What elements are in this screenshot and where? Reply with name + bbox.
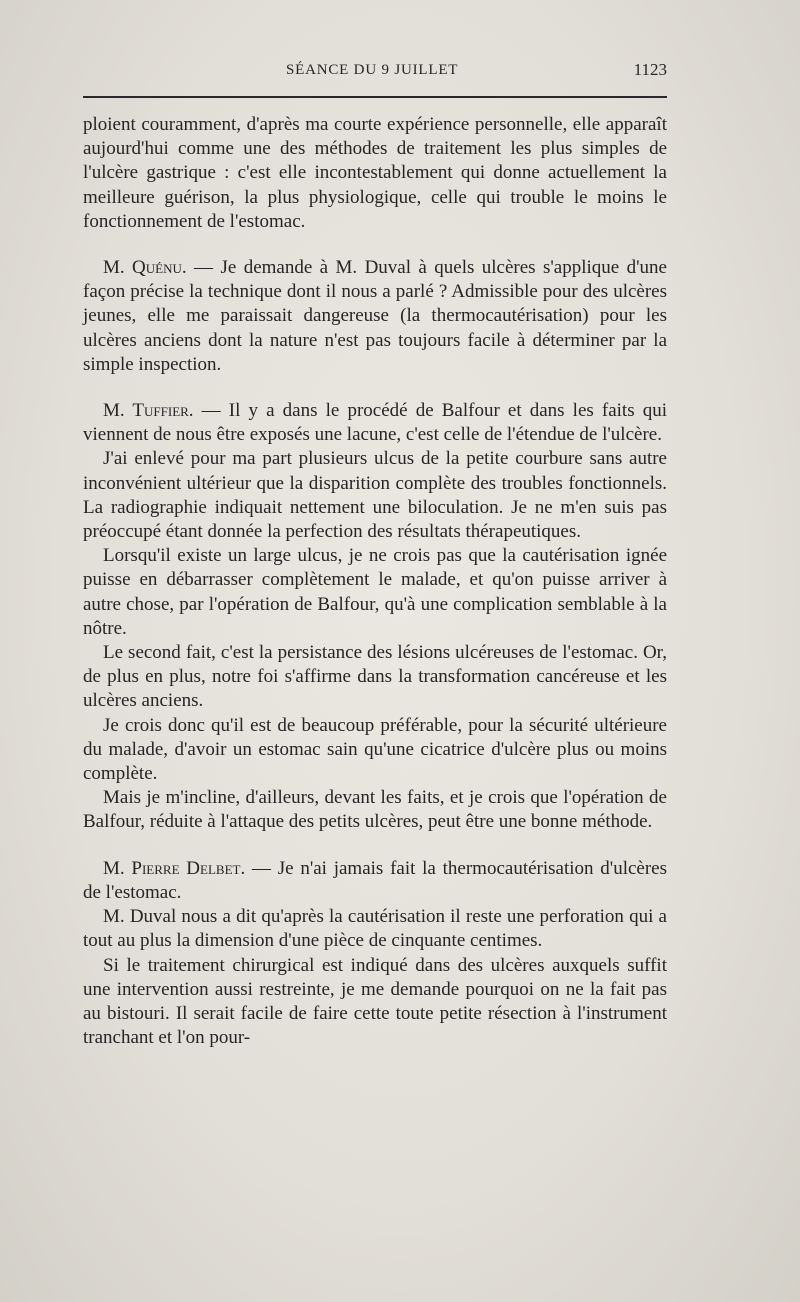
page-header bbox=[83, 58, 667, 84]
paragraph bbox=[83, 641, 667, 714]
paragraph bbox=[83, 447, 667, 544]
speaker-name: M. Pierre Delbet. bbox=[103, 857, 246, 879]
paragraph bbox=[83, 399, 667, 447]
paragraph bbox=[83, 544, 667, 641]
body-text bbox=[83, 113, 667, 1050]
paragraph bbox=[83, 954, 667, 1051]
paragraph-text: — Il y a dans le procédé de Balfour et dans les faits qui viennent de nous être exposés une lacune, c'est celle de l'étendue de l'ulcère. bbox=[83, 400, 667, 446]
paragraph bbox=[83, 256, 667, 377]
running-head: SÉANCE DU 9 JUILLET bbox=[286, 62, 459, 78]
paragraph-text: ploient couramment, d'après ma courte expérience personnelle, elle apparaît aujourd'hui comme une des méthodes de traitement les plus simples de l'ulcère gastrique : c'est elle incontestablement qui donne actuellement la meilleure guérison, la plus physiologique, celle qui trouble le moins le fonctionnement de l'estomac. bbox=[83, 114, 667, 232]
paragraph-text: — Je demande à M. Duval à quels ulcères s'applique d'une façon précise la technique dont il nous a parlé ? Admissible pour des ulcères jeunes, elle me paraissait dangereuse (la thermocautérisation) pour les ulcères anciens dont la nature n'est pas toujours facile à déterminer par la simple inspection. bbox=[83, 257, 667, 375]
paragraph bbox=[83, 786, 667, 834]
paragraph-text: Mais je m'incline, d'ailleurs, devant les faits, et je crois que l'opération de Balfour, réduite à l'attaque des petits ulcères, peut être une bonne méthode. bbox=[83, 787, 667, 833]
paragraph bbox=[83, 857, 667, 905]
paragraph bbox=[83, 905, 667, 953]
speaker-name: M. Tuffier. bbox=[103, 400, 194, 422]
speaker-name: M. Quénu. bbox=[103, 257, 187, 279]
paragraph-text: Lorsqu'il existe un large ulcus, je ne crois pas que la cautérisation ignée puisse en débarrasser complètement le malade, et qu'on puisse arriver à autre chose, par l'opération de Balfour, qu'à une complication semblable à la nôtre. bbox=[83, 545, 667, 639]
paragraph-text: Si le traitement chirurgical est indiqué dans des ulcères auxquels suffit une intervention aussi restreinte, je me demande pourquoi on ne la fait pas au bistouri. Il serait facile de faire cette toute petite résection à l'instrument tranchant et l'on pour- bbox=[83, 954, 667, 1049]
paragraph-text: M. Duval nous a dit qu'après la cautérisation il reste une perforation qui a tout au plus la dimension d'une pièce de cinquante centimes. bbox=[83, 906, 667, 952]
paragraph bbox=[83, 714, 667, 787]
paragraph-text: J'ai enlevé pour ma part plusieurs ulcus de la petite courbure sans autre inconvénient ultérieur que la disparition complète des troubles fonctionnels. La radiographie indiquait nettement une biloculation. Je ne m'en suis pas préoccupé étant donnée la perfection des résultats thérapeutiques. bbox=[83, 448, 667, 543]
paragraph-text: Le second fait, c'est la persistance des lésions ulcéreuses de l'estomac. Or, de plus en plus, notre foi s'affirme dans la transformation cancéreuse et les ulcères anciens. bbox=[83, 642, 667, 712]
paragraph-text: — Je n'ai jamais fait la thermocautérisation d'ulcères de l'estomac. bbox=[83, 857, 668, 903]
header-rule bbox=[83, 96, 667, 98]
paragraph-text: Je crois donc qu'il est de beaucoup préférable, pour la sécurité ultérieure du malade, d'avoir un estomac sain qu'une cicatrice d'ulcère plus ou moins complète. bbox=[83, 714, 667, 785]
page-number: 1123 bbox=[633, 60, 667, 79]
paragraph bbox=[83, 113, 667, 234]
